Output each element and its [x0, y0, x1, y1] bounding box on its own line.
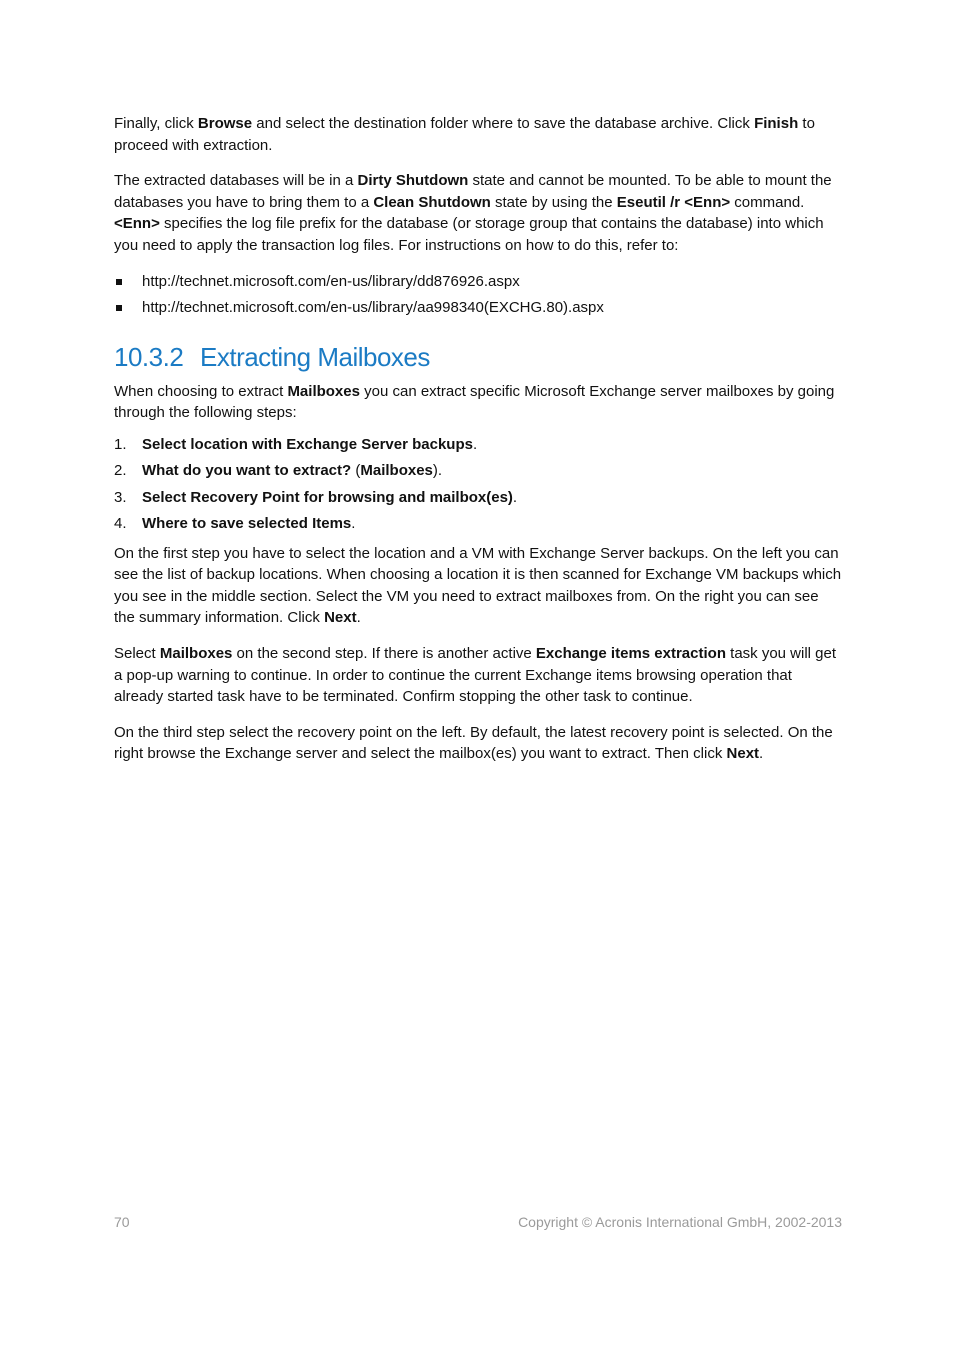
reference-links-list	[114, 271, 842, 319]
text-run: Select	[114, 645, 160, 663]
section-lead-paragraph	[114, 381, 842, 424]
text-run: state and cannot be mounted. To be able to mount the databases you have to bring them to a	[114, 172, 832, 211]
section-number: 10.3.2	[114, 341, 184, 372]
step-number: 2.	[114, 462, 127, 480]
second-step-paragraph	[114, 643, 842, 708]
first-step-paragraph	[114, 543, 842, 629]
document-page	[114, 113, 842, 779]
text-run: .	[472, 435, 478, 453]
exchange-extraction-term: Exchange items extraction	[535, 645, 726, 663]
copyright-notice: Copyright © Acronis International GmbH, 2002-2013	[518, 1214, 842, 1230]
step-option: Mailboxes	[360, 462, 433, 480]
intro-paragraph-finish	[114, 113, 842, 156]
finish-term: Finish	[754, 115, 799, 132]
reference-link[interactable]: http://technet.microsoft.com/en-us/library/dd876926.aspx	[142, 272, 520, 290]
next-term: Next	[726, 745, 760, 763]
text-run: command.	[730, 193, 805, 211]
step-item	[114, 513, 842, 535]
browse-term: Browse	[197, 115, 253, 132]
text-run: .	[356, 609, 361, 627]
reference-link-item	[114, 271, 842, 293]
step-title: What do you want to extract?	[142, 462, 352, 480]
text-run: .	[512, 488, 518, 506]
text-run: .	[351, 515, 356, 533]
step-item	[114, 487, 842, 509]
text-run: On the third step select the recovery point on the left. By default, the latest recovery point is selected. On the right browse the Exchange server and select the mailbox(es) you want to extract. Then click	[114, 723, 833, 763]
step-item	[114, 434, 842, 456]
mailboxes-term: Mailboxes	[287, 382, 360, 400]
reference-link[interactable]: http://technet.microsoft.com/en-us/library/aa998340(EXCHG.80).aspx	[142, 299, 604, 317]
mailboxes-term: Mailboxes	[159, 645, 233, 663]
text-run: ).	[432, 462, 443, 480]
eseutil-command: Eseutil /r <Enn>	[616, 193, 731, 211]
intro-paragraph-shutdown	[114, 170, 842, 256]
step-title: Where to save selected Items	[142, 515, 352, 533]
section-heading	[114, 341, 842, 373]
text-run: .	[759, 745, 764, 763]
step-title: Select Recovery Point for browsing and mailbox(es)	[142, 488, 513, 506]
square-bullet-icon	[116, 305, 122, 311]
text-run: specifies the log file prefix for the database (or storage group that contains the database) into which you need to apply the transaction log files. For instructions on how to do this, refer to:	[114, 215, 824, 254]
square-bullet-icon	[116, 279, 122, 285]
enn-term: <Enn>	[114, 215, 160, 233]
step-item	[114, 460, 842, 482]
text-run: (	[351, 462, 361, 480]
step-number: 1.	[114, 435, 127, 453]
steps-list	[114, 434, 842, 535]
text-run: to proceed with extraction.	[114, 115, 815, 154]
next-term: Next	[324, 609, 357, 627]
text-run: Finally, click	[114, 115, 198, 132]
step-number: 3.	[114, 488, 127, 506]
dirty-shutdown-term: Dirty Shutdown	[357, 172, 469, 190]
clean-shutdown-term: Clean Shutdown	[373, 193, 491, 211]
step-number: 4.	[114, 515, 127, 533]
text-run: state by using the	[490, 193, 617, 211]
text-run: you can extract specific Microsoft Exchange server mailboxes by going through the following steps:	[114, 382, 835, 422]
section-title: Extracting Mailboxes	[200, 341, 430, 372]
text-run: and select the destination folder where to save the database archive. Click	[252, 115, 755, 132]
reference-link-item	[114, 297, 842, 319]
text-run: When choosing to extract	[114, 382, 288, 400]
third-step-paragraph	[114, 722, 842, 765]
text-run: task you will get a pop-up warning to continue. In order to continue the current Exchange items browsing operation that already started task have to be terminated. Confirm stopping the other task to continue.	[114, 645, 837, 706]
text-run: On the first step you have to select the location and a VM with Exchange Server backups. On the left you can see the list of backup locations. When choosing a location it is then scanned for Exchange VM backups which you see in the middle section. Select the VM you need to extract mailboxes from. On the right you can see the summary information. Click	[114, 544, 842, 627]
text-run: on the second step. If there is another active	[232, 645, 536, 663]
text-run: The extracted databases will be in a	[114, 172, 358, 190]
page-number: 70	[114, 1214, 130, 1230]
step-title: Select location with Exchange Server backups	[142, 435, 473, 453]
